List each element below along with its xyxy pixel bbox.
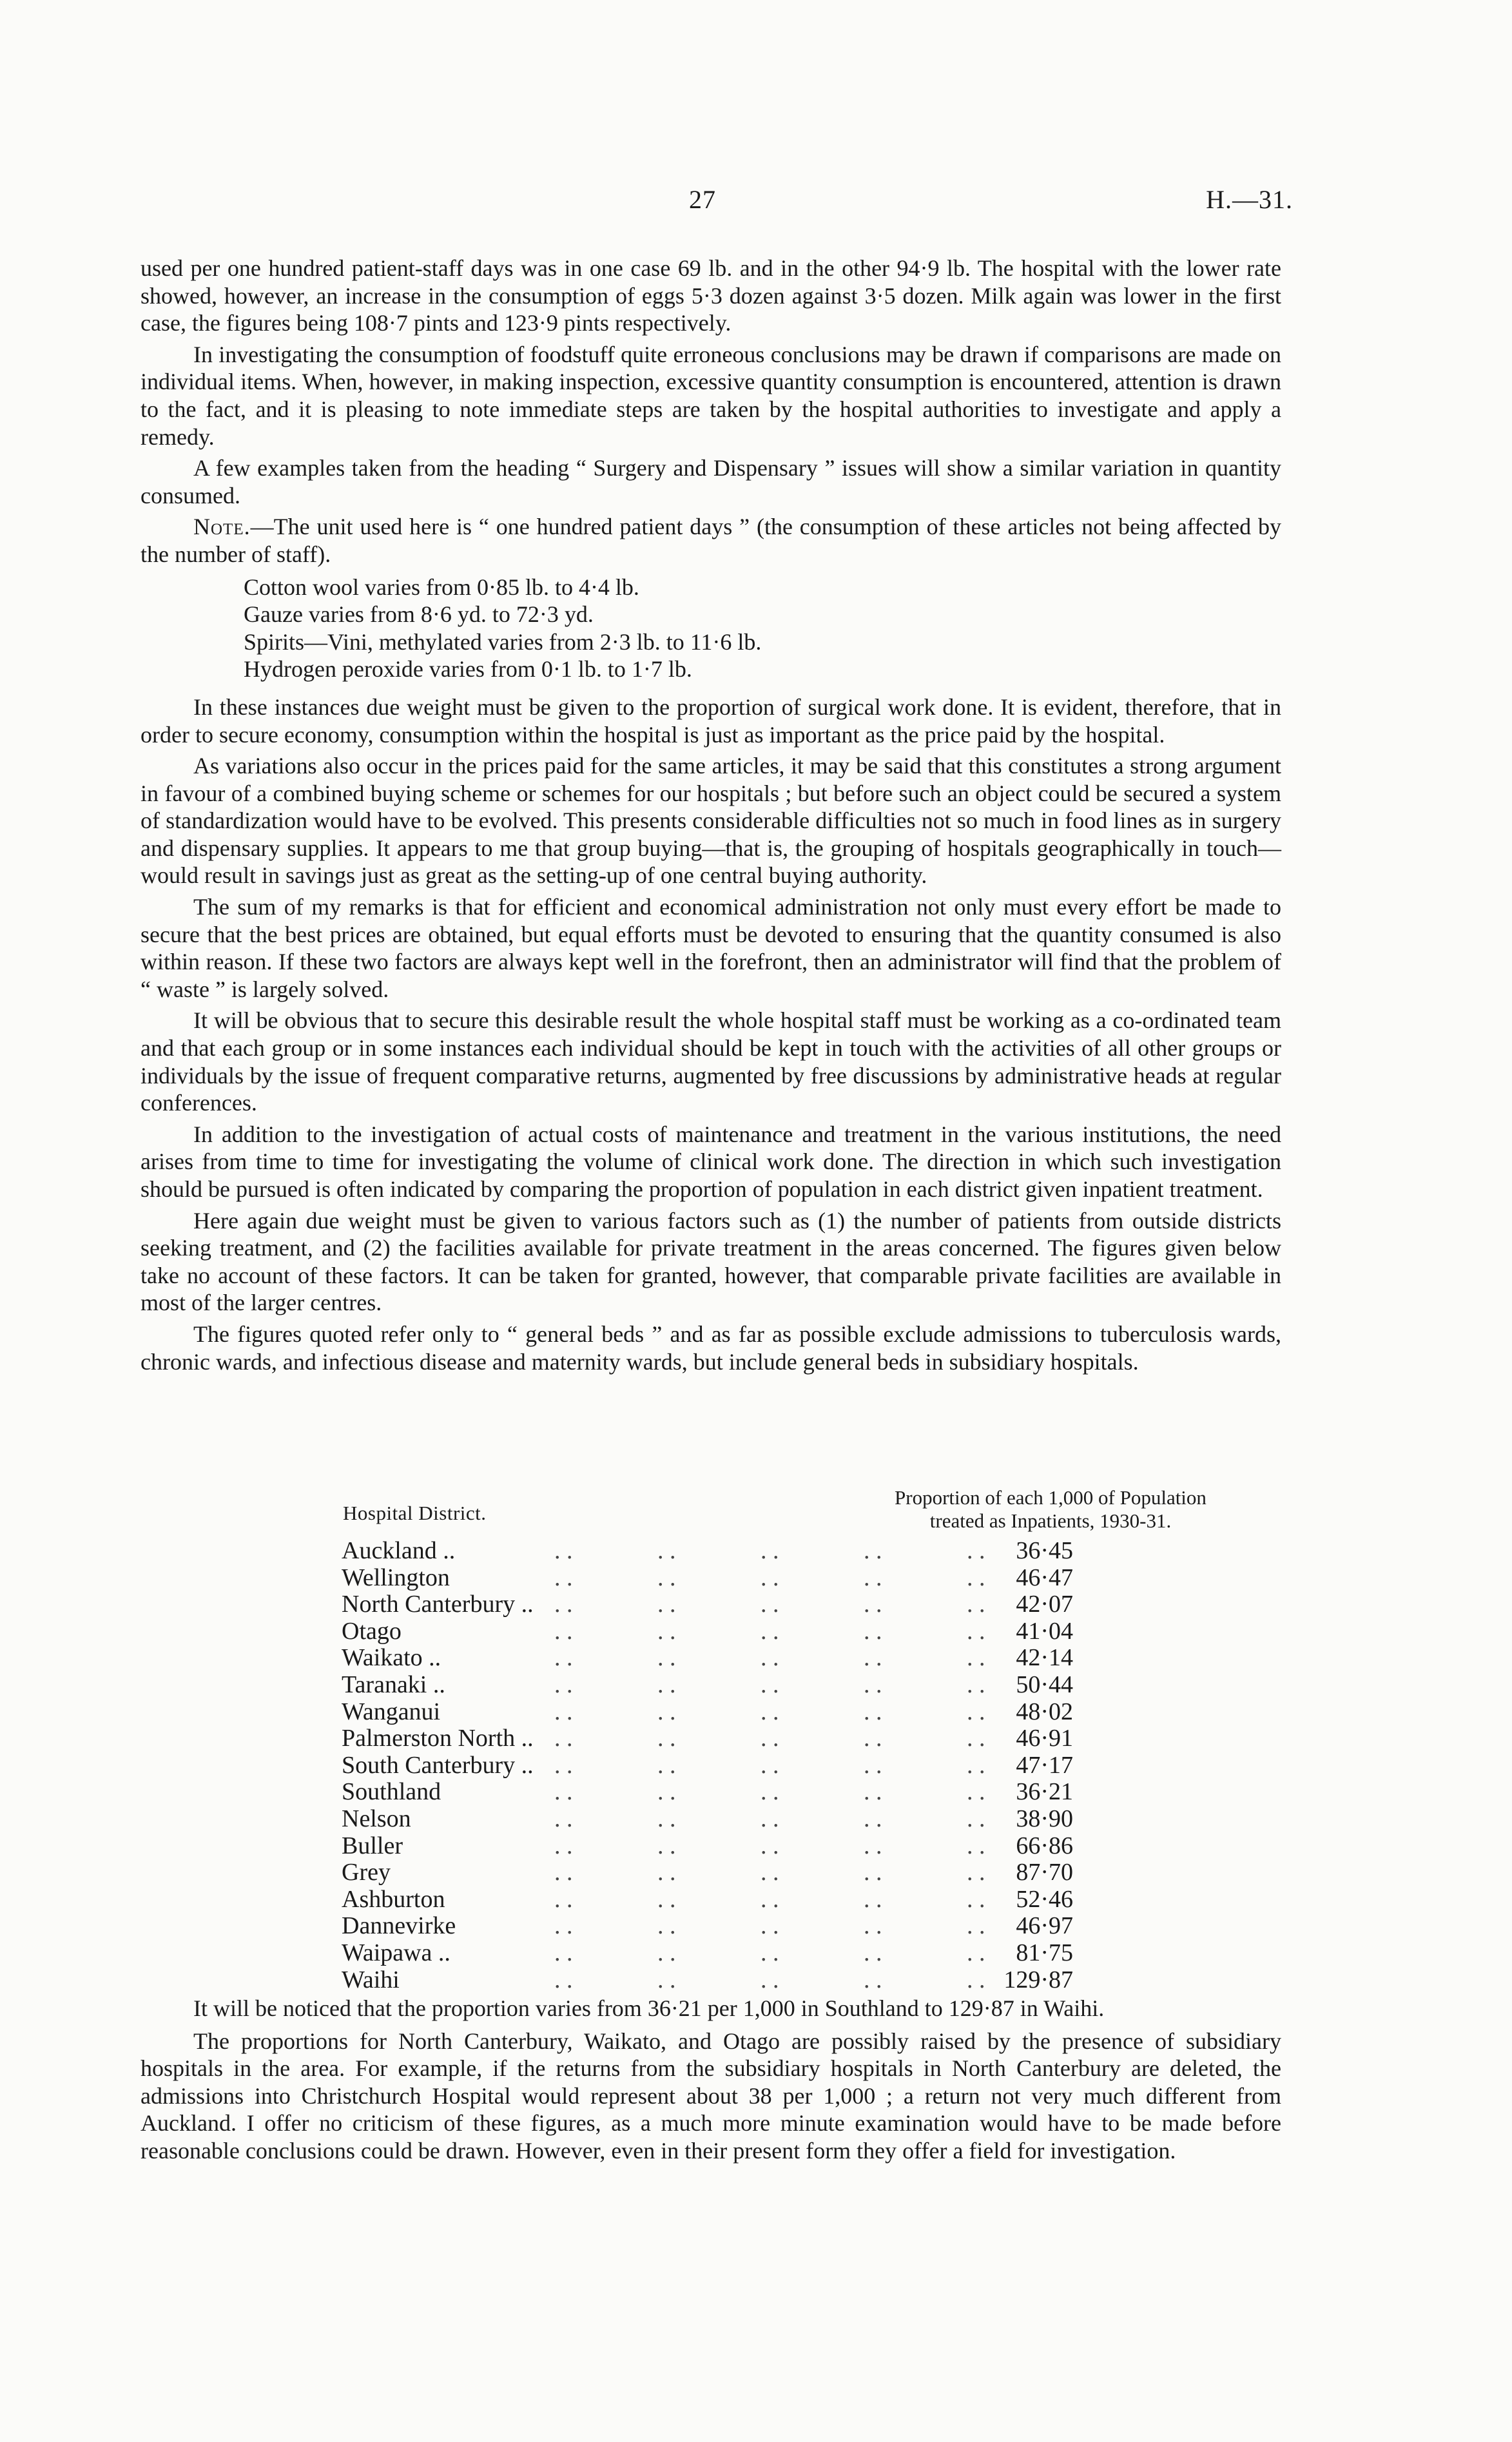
dot-leader: . . . . . . . . . . [554, 1645, 985, 1672]
proportion-value: 41·04 [986, 1618, 1073, 1645]
paragraph: In these instances due weight must be given to the proportion of surgical work done. It is evident, therefore, that in order to secure economy, consumption within the hospital is just as important as the price paid by the hospital. [141, 693, 1281, 748]
proportion-value: 47·17 [986, 1752, 1073, 1779]
paragraph: In addition to the investigation of actual costs of maintenance and treatment in the various institutions, the need arises from time to time for investigating the volume of clinical work done. The direction in which such investigation should be pursued is often indicated by comparing the proportion of population in each district given inpatient treatment. [141, 1121, 1281, 1202]
proportion-value: 46·97 [986, 1913, 1073, 1940]
dot-leader: . . . . . . . . . . [554, 1591, 985, 1618]
body-text-lower [141, 1995, 1281, 2170]
paragraph: used per one hundred patient-staff days was in one case 69 lb. and in the other 94·9 lb. The hospital with the lower rate showed, however, an increase in the consumption of eggs 5·3 dozen against 3·5 dozen. Milk again was lower in the first case, the figures being 108·7 pints and 123·9 pints respectively. [141, 255, 1281, 336]
district-name: Buller [342, 1832, 408, 1859]
table-row [342, 1565, 1244, 1592]
district-name: Dannevirke [342, 1912, 461, 1939]
dot-leader: . . . . . . . . . . [554, 1698, 985, 1725]
column-header-proportion-line2: treated as Inpatients, 1930-31. [929, 1509, 1172, 1532]
district-name: Otago [342, 1618, 407, 1645]
district-name: Wellington [342, 1564, 455, 1591]
column-header-proportion [844, 1486, 1257, 1533]
table-row [342, 1806, 1244, 1833]
proportion-value: 36·45 [986, 1538, 1073, 1565]
district-name: North Canterbury .. [342, 1591, 539, 1618]
proportion-value: 81·75 [986, 1940, 1073, 1967]
dot-leader: . . . . . . . . . . [554, 1832, 985, 1859]
dot-leader: . . . . . . . . . . [554, 1966, 985, 1993]
proportion-value: 46·47 [986, 1565, 1073, 1592]
table-row [342, 1940, 1244, 1967]
proportion-value: 87·70 [986, 1859, 1073, 1886]
proportion-value: 42·14 [986, 1645, 1073, 1672]
table-row [342, 1699, 1244, 1726]
note-text: —The unit used here is “ one hundred patient days ” (the consumption of these articles not being affected by the number of staff). [141, 514, 1281, 567]
paragraph: It will be noticed that the proportion varies from 36·21 per 1,000 in Southland to 129·87 in Waihi. [193, 1995, 1105, 2021]
district-name: Nelson [342, 1805, 416, 1832]
dot-leader: . . . . . . . . . . [554, 1939, 985, 1966]
dot-leader: . . . . . . . . . . [554, 1618, 985, 1645]
paragraph: Here again due weight must be given to various factors such as (1) the number of patients from outside districts seeking treatment, and (2) the facilities available for private treatment in the areas concerned. The figures given below take no account of these factors. It can be taken for granted, however, that comparable private facilities are available in most of the larger centres. [141, 1207, 1281, 1316]
table-header [342, 1486, 1244, 1538]
district-name: Taranaki .. [342, 1671, 451, 1698]
district-name: Southland [342, 1778, 446, 1805]
example-item: Cotton wool varies from 0·85 lb. to 4·4 lb. [244, 574, 639, 600]
dot-leader: . . . . . . . . . . [554, 1671, 985, 1698]
proportion-value: 42·07 [986, 1591, 1073, 1618]
table-body [342, 1538, 1244, 1993]
proportion-value: 36·21 [986, 1779, 1073, 1806]
district-name: Palmerston North .. [342, 1725, 539, 1752]
document-reference: H.—31. [1206, 185, 1293, 214]
dot-leader: . . . . . . . . . . [554, 1725, 985, 1752]
table-row [342, 1913, 1244, 1940]
district-name: South Canterbury .. [342, 1752, 539, 1779]
district-name: Waikato .. [342, 1644, 446, 1671]
dot-leader: . . . . . . . . . . [554, 1752, 985, 1779]
district-name: Grey [342, 1859, 396, 1886]
paragraph: It will be obvious that to secure this desirable result the whole hospital staff must be working as a co-ordinated team and that each group or in some instances each individual should be kept in touch with the activities of all other groups or individuals by the issue of frequent comparative returns, augmented by free discussions by administrative heads at regular conferences. [141, 1007, 1281, 1116]
district-name: Wanganui [342, 1698, 445, 1725]
examples-list [244, 574, 1281, 683]
dot-leader: . . . . . . . . . . [554, 1859, 985, 1886]
dot-leader: . . . . . . . . . . [554, 1886, 985, 1913]
dot-leader: . . . . . . . . . . [554, 1538, 985, 1564]
district-name: Waipawa .. [342, 1939, 456, 1966]
district-name: Auckland .. [342, 1537, 460, 1564]
paragraph: In investigating the consumption of foodstuff quite erroneous conclusions may be drawn if comparisons are made on individual items. When, however, in making inspection, excessive quantity consumption is encountered, attention is drawn to the fact, and it is pleasing to note immediate steps are taken by the hospital authorities to investigate and apply a remedy. [141, 341, 1281, 450]
body-text-upper [141, 255, 1281, 1379]
table-row [342, 1886, 1244, 1914]
note-paragraph [141, 513, 1281, 568]
note-label: Note. [193, 514, 251, 540]
table-row [342, 1967, 1244, 1994]
proportion-value: 48·02 [986, 1699, 1073, 1726]
table-row [342, 1833, 1244, 1860]
proportion-value: 50·44 [986, 1672, 1073, 1699]
column-header-proportion-line1: Proportion of each 1,000 of Population [895, 1486, 1207, 1509]
table-row [342, 1752, 1244, 1779]
paragraph: The figures quoted refer only to “ general beds ” and as far as possible exclude admissions to tuberculosis wards, chronic wards, and infectious disease and maternity wards, but include general beds in subsidiary hospitals. [141, 1321, 1281, 1375]
table-row [342, 1779, 1244, 1806]
district-name: Waihi [342, 1966, 405, 1993]
table-row [342, 1591, 1244, 1618]
paragraph: A few examples taken from the heading “ Surgery and Dispensary ” issues will show a similar variation in quantity consumed. [141, 455, 1281, 509]
proportion-value: 38·90 [986, 1806, 1073, 1833]
paragraph: As variations also occur in the prices paid for the same articles, it may be said that this constitutes a strong argument in favour of a combined buying scheme or schemes for our hospitals ; but before such an object could be secured a system of standardization would have to be evolved. This presents considerable difficulties not so much in food lines as in surgery and dispensary supplies. It appears to me that group buying—that is, the grouping of hospitals geographically in touch—would result in savings just as great as the setting-up of one central buying authority. [141, 753, 1281, 889]
dot-leader: . . . . . . . . . . [554, 1805, 985, 1832]
inpatient-proportion-table [342, 1486, 1244, 1993]
proportion-value: 46·91 [986, 1725, 1073, 1752]
column-header-district: Hospital District. [343, 1502, 487, 1524]
table-row [342, 1859, 1244, 1886]
district-name: Ashburton [342, 1886, 450, 1913]
paragraph: The sum of my remarks is that for efficient and economical administration not only must every effort be made to secure that the best prices are obtained, but equal efforts must be devoted to ensuring that the quantity consumed is also within reason. If these two factors are always kept well in the forefront, then an administrator will find that the problem of “ waste ” is largely solved. [141, 894, 1281, 1002]
table-row [342, 1538, 1244, 1565]
page-number: 27 [689, 185, 716, 214]
example-item: Hydrogen peroxide varies from 0·1 lb. to 1·7 lb. [244, 656, 692, 683]
example-item: Spirits—Vini, methylated varies from 2·3 lb. to 11·6 lb. [244, 628, 762, 655]
proportion-value: 129·87 [986, 1967, 1073, 1994]
example-item: Gauze varies from 8·6 yd. to 72·3 yd. [244, 601, 594, 628]
dot-leader: . . . . . . . . . . [554, 1779, 985, 1806]
table-row [342, 1672, 1244, 1699]
table-row [342, 1618, 1244, 1645]
proportion-value: 52·46 [986, 1886, 1073, 1914]
proportion-value: 66·86 [986, 1833, 1073, 1860]
dot-leader: . . . . . . . . . . [554, 1913, 985, 1940]
table-row [342, 1645, 1244, 1672]
dot-leader: . . . . . . . . . . [554, 1564, 985, 1591]
paragraph: The proportions for North Canterbury, Waikato, and Otago are possibly raised by the presence of subsidiary hospitals in the area. For example, if the returns from the subsidiary hospitals in North Canterbury are deleted, the admissions into Christchurch Hospital would represent about 38 per 1,000 ; a return not very much different from Auckland. I offer no criticism of these figures, as a much more minute examination would have to be made before reasonable conclusions could be drawn. However, even in their present form they offer a field for investigation. [141, 2028, 1281, 2164]
table-row [342, 1725, 1244, 1752]
